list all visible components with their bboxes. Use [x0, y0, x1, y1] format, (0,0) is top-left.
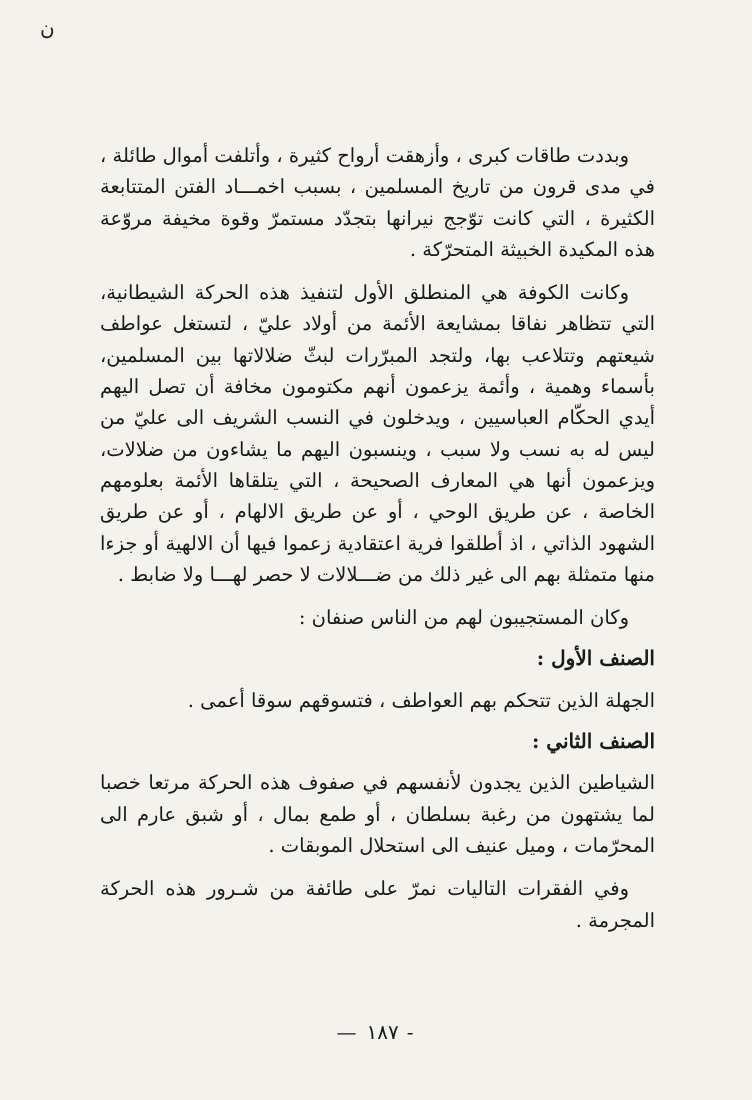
closing-paragraph: وفي الفقرات التاليات نمرّ على طائفة من شـرور هذه الحركة المجرمة .	[100, 877, 655, 932]
category-1-text: الجهلة الذين تتحكم بهم العواطف ، فتسوقهم سوقا أعمى .	[187, 688, 655, 712]
page-mark: ن	[40, 16, 55, 40]
folio-dash-right: -	[406, 1020, 416, 1044]
page-number-text: ١٨٧	[366, 1020, 399, 1044]
paragraph-2: وكانت الكوفة هي المنطلق الأول لتنفيذ هذه الحركة الشيطانية، التي تتظاهر نفاقا بمشايعة الأئمة من أولاد عليّ ، لتستغل عواطف شيعتهم وتتلاعب بها، ولتجد المبرّرات لبثّ ضلالاتها بين المسلمين، بأسماء وهمية ، وأئمة يزعمون أنهم مكتومون مخافة أن تصل اليهم أيدي الحكّام العباسيين ، ويدخلون في النسب الشريف الى عليّ من ليس له به نسب ولا سبب ، وينسبون اليهم ما يشاءون من ضلالات، ويزعمون أنها هي المعارف الصحيحة ، التي يتلقاها الأئمة بعلومهم الخاصة ، عن طريق الوحي ، أو عن طريق الالهام ، أو عن طريق الشهود الذاتي ، اذ أطلقوا فرية اعتقادية زعموا فيها أن الالهية أو جزءا منها متمثلة بهم الى غير ذلك من ضـــلالات لا حصر لهـــا ولا ضابط .	[100, 281, 655, 586]
paragraph-gap	[100, 633, 655, 643]
paragraph-gap	[100, 716, 655, 726]
paragraph-1: وبددت طاقات كبرى ، وأزهقت أرواح كثيرة ، وأتلفت أموال طائلة ، في مدى قرون من تاريخ المسلمين ، بسبب اخمـــاد الفتن المتتابعة الكثيرة ، التي كانت توّجج نيرانها بتجدّد مستمرّ وقوة مخيفة مروّعة هذه المكيدة الخبيثة المتحرّكة .	[100, 144, 655, 261]
page-number	[0, 1020, 752, 1044]
paragraph-gap	[100, 675, 655, 685]
category-2-text: الشياطين الذين يجدون لأنفسهم في صفوف هذه الحركة مرتعا خصبا لما يشتهون من رغبة بسلطان ، أو طمع بمال ، أو شبق عارم الى المحرّمات ، وميل عنيف الى استحلال الموبقات .	[100, 771, 655, 857]
paragraph-gap	[100, 590, 655, 602]
body-text	[100, 140, 655, 936]
category-2-heading: الصنف الثاني :	[531, 729, 655, 754]
paragraph-gap	[100, 265, 655, 277]
category-1-heading: الصنف الأول :	[536, 646, 655, 671]
folio-dash-left: —	[336, 1020, 359, 1044]
paragraph-gap	[100, 861, 655, 873]
paragraph-3: وكان المستجيبون لهم من الناس صنفان :	[298, 606, 629, 630]
paragraph-gap	[100, 757, 655, 767]
